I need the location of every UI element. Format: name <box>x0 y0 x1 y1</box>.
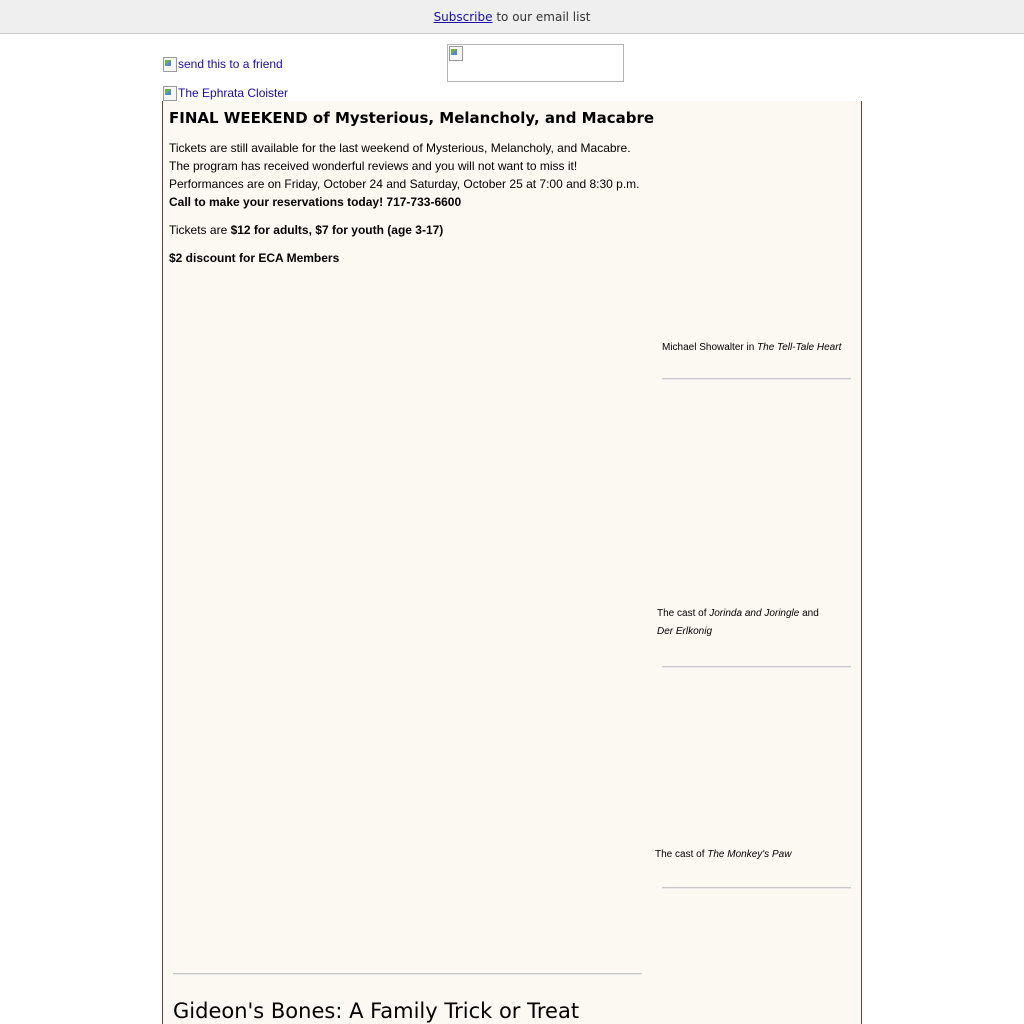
broken-image-icon <box>162 56 178 72</box>
caption-2-and: and <box>742 608 765 619</box>
ticket-prices-values: $12 for adults, $7 for youth (age 3-17) <box>230 223 444 237</box>
member-discount <box>169 249 339 267</box>
caption-1-prefix: Michael Showalter in <box>662 342 758 353</box>
caption-2-title-b: Joringle <box>764 608 800 619</box>
caption-3-prefix: The cast of <box>655 849 708 860</box>
caption-2-title-a: Jorinda <box>709 608 743 619</box>
caption-2-title-c: Der Erlkonig <box>657 626 713 637</box>
article-line-3: Performances are on Friday, October 24 and Saturday, October 25 at 7:00 and 8:30 p.m. <box>169 177 640 191</box>
send-to-friend-link[interactable] <box>162 56 283 72</box>
article-line-2: The program has received wonderful reviews and you will not want to miss it! <box>169 159 578 173</box>
ticket-prices <box>169 221 443 239</box>
caption-1-title: The Tell-Tale Heart <box>757 342 842 353</box>
ticket-prices-prefix: Tickets are <box>169 223 231 237</box>
subscribe-bar <box>0 0 1024 34</box>
photo-caption-2-line-2 <box>657 623 712 641</box>
member-discount-text: $2 discount for ECA Members <box>169 251 340 265</box>
caption-divider <box>662 666 851 668</box>
send-to-friend-alt-text: send this to a friend <box>178 57 283 71</box>
caption-2-conj: and <box>799 608 819 619</box>
ephrata-cloister-link[interactable] <box>162 85 288 101</box>
subscribe-text: to our email list <box>492 10 591 24</box>
photo-caption-2 <box>657 605 819 623</box>
caption-divider <box>662 378 851 380</box>
caption-divider <box>662 887 851 889</box>
newsletter-content <box>162 101 862 1024</box>
broken-image-icon <box>162 85 178 101</box>
photo-caption-1 <box>662 339 841 357</box>
caption-2-prefix: The cast of <box>657 608 710 619</box>
header-image <box>447 44 624 82</box>
reservation-call <box>169 193 461 211</box>
article-line-1: Tickets are still available for the last weekend of Mysterious, Melancholy, and Macabre. <box>169 141 631 155</box>
ephrata-cloister-alt-text: The Ephrata Cloister <box>178 86 289 100</box>
broken-image-icon <box>448 45 464 61</box>
reservation-call-text: Call to make your reservations today! 717-733-6600 <box>169 195 462 209</box>
article-title: FINAL WEEKEND of Mysterious, Melancholy, and Macabre <box>169 109 655 127</box>
article-2-title: Gideon's Bones: A Family Trick or Treat <box>173 999 580 1023</box>
caption-3-title: The Monkey's Paw <box>707 849 792 860</box>
photo-caption-3 <box>655 846 791 864</box>
subscribe-link[interactable]: Subscribe <box>433 10 493 24</box>
section-divider <box>173 973 642 975</box>
